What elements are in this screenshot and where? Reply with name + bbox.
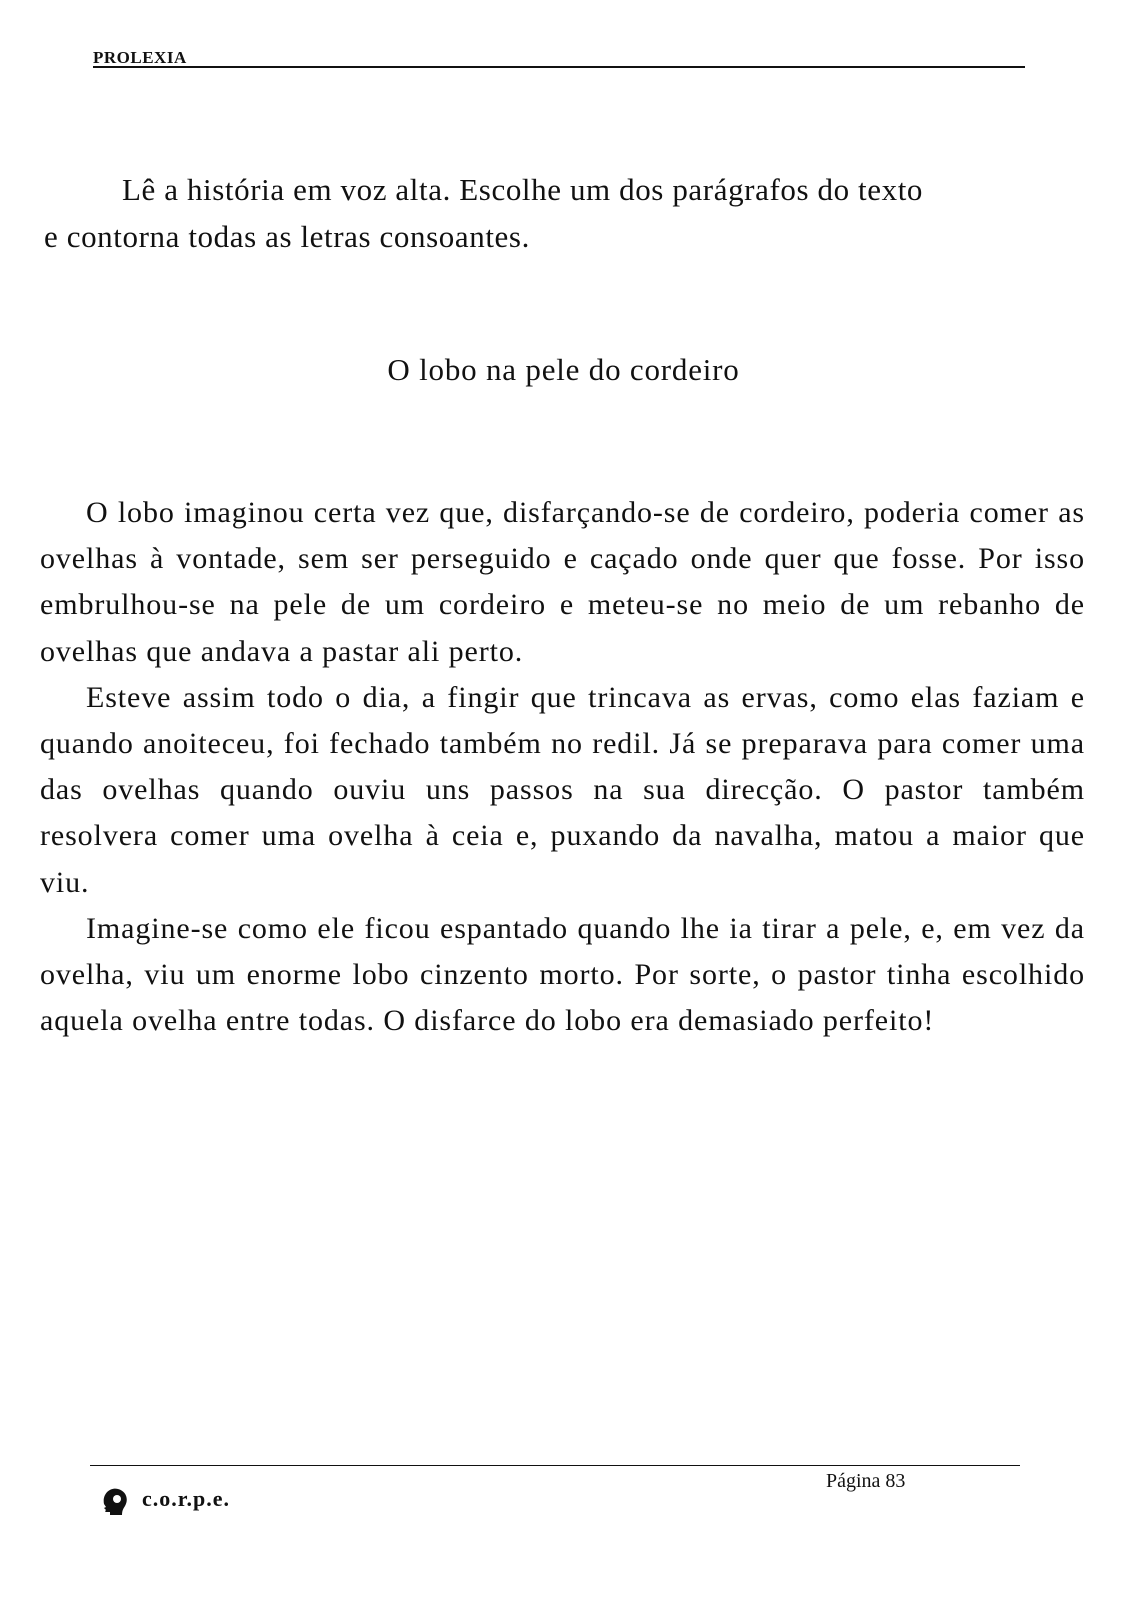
instructions-line-2: e contorna todas as letras consoantes.: [44, 219, 530, 254]
instructions-line-1: Lê a história em voz alta. Escolhe um dos parágrafos do texto: [122, 172, 924, 207]
story-paragraph-1: O lobo imaginou certa vez que, disfarçando-se de cordeiro, poderia comer as ovelhas à vontade, sem ser perseguido e caçado onde quer que fosse. Por isso embrulhou-se na pele de um cordeiro e meteu-se no meio de um rebanho de ovelhas que andava a pastar ali perto.: [40, 496, 1085, 668]
story-paragraph-3: Imagine-se como ele ficou espantado quando lhe ia tirar a pele, e, em vez da ovelha, viu um enorme lobo cinzento morto. Por sorte, o pastor tinha escolhido aquela ovelha entre todas. O disfarce do lobo era demasiado perfeito!: [40, 911, 1085, 1038]
header-title: PROLEXIA: [93, 48, 187, 67]
footer-rule: [90, 1465, 1020, 1466]
story-title: O lobo na pele do cordeiro: [387, 352, 740, 387]
story-body: [40, 490, 1085, 1044]
page-number: Página 83: [826, 1470, 906, 1492]
instructions: [44, 166, 1104, 260]
story-paragraph-2: Esteve assim todo o dia, a fingir que trincava as ervas, como elas faziam e quando anoiteceu, foi fechado também no redil. Já se preparava para comer uma das ovelhas quando ouviu uns passos na sua direcção. O pastor também resolvera comer uma ovelha à ceia e, puxando da navalha, matou a maior que viu.: [40, 680, 1085, 899]
head-silhouette-icon: [96, 1484, 132, 1520]
header-rule: [93, 66, 1025, 68]
footer-brand: c.o.r.p.e.: [142, 1486, 231, 1511]
